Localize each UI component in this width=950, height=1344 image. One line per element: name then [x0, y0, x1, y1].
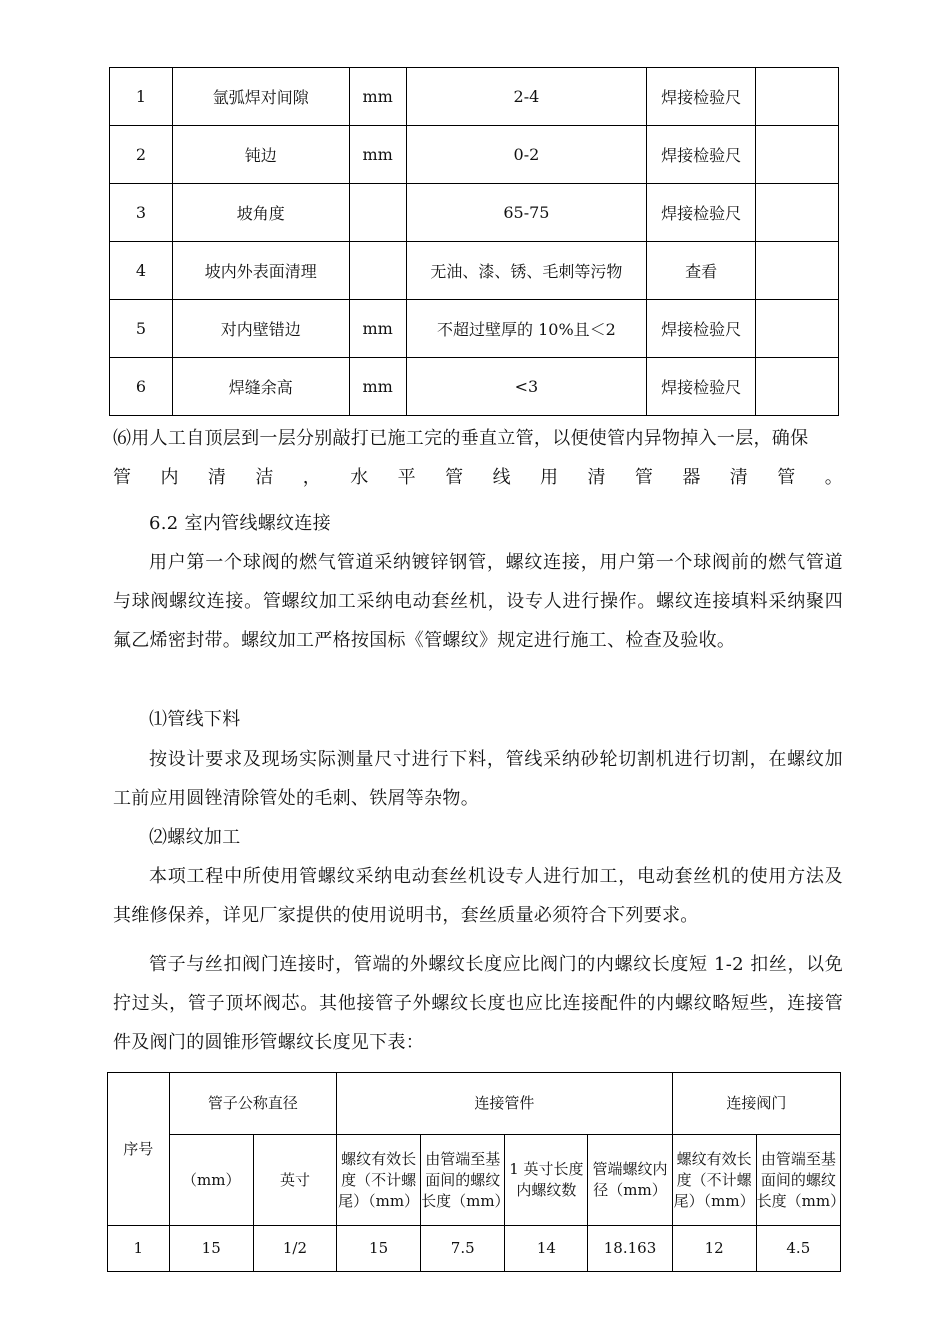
table-cell	[349, 184, 406, 242]
table-cell: 氩弧焊对间隙	[172, 68, 349, 126]
item2-body: 本项工程中所使用管螺纹采纳电动套丝机设专人进行加工，电动套丝机的使用方法及其维修保养，详见厂家提供的使用说明书，套丝质量必须符合下列要求。	[113, 866, 843, 926]
table-cell: 焊接检验尺	[647, 300, 756, 358]
table-cell: mm	[349, 358, 406, 416]
sub-fitting-base-length: 由管端至基面间的螺纹长度（mm）	[421, 1135, 505, 1226]
table-cell	[756, 358, 839, 416]
table-cell: 无油、漆、锈、毛刺等污物	[406, 242, 647, 300]
intro-paragraph: 用户第一个球阀的燃气管道采纳镀锌钢管，螺纹连接，用户第一个球阀前的燃气管道与球阀螺纹连接。管螺纹加工采纳电动套丝机，设专人进行操作。螺纹连接填料采纳聚四氟乙烯密封带。螺纹加工严格按国标《管螺纹》规定进行施工、检查及验收。	[113, 552, 843, 651]
header-nominal-diameter: 管子公称直径	[169, 1073, 336, 1135]
table-cell: <3	[406, 358, 647, 416]
sub-valve-effective-length: 螺纹有效长度（不计螺尾）（mm）	[672, 1135, 756, 1226]
table-cell: 65-75	[406, 184, 647, 242]
table-cell: 0-2	[406, 126, 647, 184]
table-cell: 6	[110, 358, 173, 416]
table-row	[110, 358, 839, 416]
table2-header-row	[108, 1073, 841, 1135]
table-cell: 1	[108, 1226, 170, 1272]
table-cell: 焊缝余高	[172, 358, 349, 416]
sub-valve-base-length: 由管端至基面间的螺纹长度（mm）	[756, 1135, 840, 1226]
table-row	[110, 300, 839, 358]
table-cell: 12	[672, 1226, 756, 1272]
table-cell: 不超过壁厚的 10%且＜2	[406, 300, 647, 358]
table-row	[110, 126, 839, 184]
table-cell: 1/2	[253, 1226, 336, 1272]
table-cell: 4.5	[756, 1226, 840, 1272]
table-cell: 焊接检验尺	[647, 126, 756, 184]
table2-subheader-row	[108, 1135, 841, 1226]
table-cell: 钝边	[172, 126, 349, 184]
table-cell: 4	[110, 242, 173, 300]
table-cell	[756, 68, 839, 126]
sub-fitting-effective-length: 螺纹有效长度（不计螺尾）（mm）	[337, 1135, 421, 1226]
table-row	[110, 242, 839, 300]
table-cell: 查看	[647, 242, 756, 300]
item1-body: 按设计要求及现场实际测量尺寸进行下料，管线采纳砂轮切割机进行切割，在螺纹加工前应用圆锉清除管处的毛刺、铁屑等杂物。	[113, 749, 843, 809]
table-cell: 15	[337, 1226, 421, 1272]
table-cell: 18.163	[588, 1226, 672, 1272]
table-cell: mm	[349, 68, 406, 126]
sub-fitting-inner-diameter: 管端螺纹内径（mm）	[588, 1135, 672, 1226]
header-valve: 连接阀门	[672, 1073, 840, 1135]
inspection-table	[109, 67, 839, 416]
table-cell	[756, 300, 839, 358]
section-heading-6-2: 6.2 室内管线螺纹连接	[149, 513, 331, 534]
item1-title: ⑴管线下料	[149, 709, 241, 730]
sub-inch: 英寸	[253, 1135, 336, 1226]
table-cell	[349, 242, 406, 300]
table-cell: 焊接检验尺	[647, 358, 756, 416]
header-seq: 序号	[108, 1073, 170, 1226]
table-cell	[756, 126, 839, 184]
table-cell: 焊接检验尺	[647, 68, 756, 126]
table-cell: 7.5	[421, 1226, 505, 1272]
table-row	[108, 1226, 841, 1272]
table-cell	[756, 242, 839, 300]
thread-length-table	[107, 1072, 846, 1272]
table-cell: 对内壁错边	[172, 300, 349, 358]
fitting-length-paragraph: 管子与丝扣阀门连接时，管端的外螺纹长度应比阀门的内螺纹长度短 1-2 扣丝，以免拧过头，管子顶坏阀芯。其他接管子外螺纹长度也应比连接配件的内螺纹略短些，连接管件及阀门的圆锥形管螺纹长度见下表：	[113, 954, 843, 1053]
table-cell: 2-4	[406, 68, 647, 126]
table-cell: 14	[505, 1226, 588, 1272]
table-row	[110, 184, 839, 242]
table-cell	[756, 184, 839, 242]
table-cell: 焊接检验尺	[647, 184, 756, 242]
header-fitting: 连接管件	[337, 1073, 673, 1135]
table-cell: 坡角度	[172, 184, 349, 242]
table-cell: 坡内外表面清理	[172, 242, 349, 300]
table-cell: 1	[110, 68, 173, 126]
step6-line2: 管 内 清 洁 ， 水 平 管 线 用 清 管 器 清 管 。	[113, 467, 843, 488]
table-cell: mm	[349, 126, 406, 184]
table-cell: mm	[349, 300, 406, 358]
table-cell: 3	[110, 184, 173, 242]
step6-paragraph	[113, 419, 843, 497]
table-cell: 15	[169, 1226, 253, 1272]
step6-line1: ⑹用人工自顶层到一层分别敲打已施工完的垂直立管，以便使管内异物掉入一层，确保	[113, 428, 809, 449]
item2-title: ⑵螺纹加工	[149, 827, 241, 848]
sub-fitting-threads-per-inch: 1 英寸长度内螺纹数	[505, 1135, 588, 1226]
table-cell: 5	[110, 300, 173, 358]
table-row	[110, 68, 839, 126]
sub-mm: （mm）	[169, 1135, 253, 1226]
table-cell: 2	[110, 126, 173, 184]
